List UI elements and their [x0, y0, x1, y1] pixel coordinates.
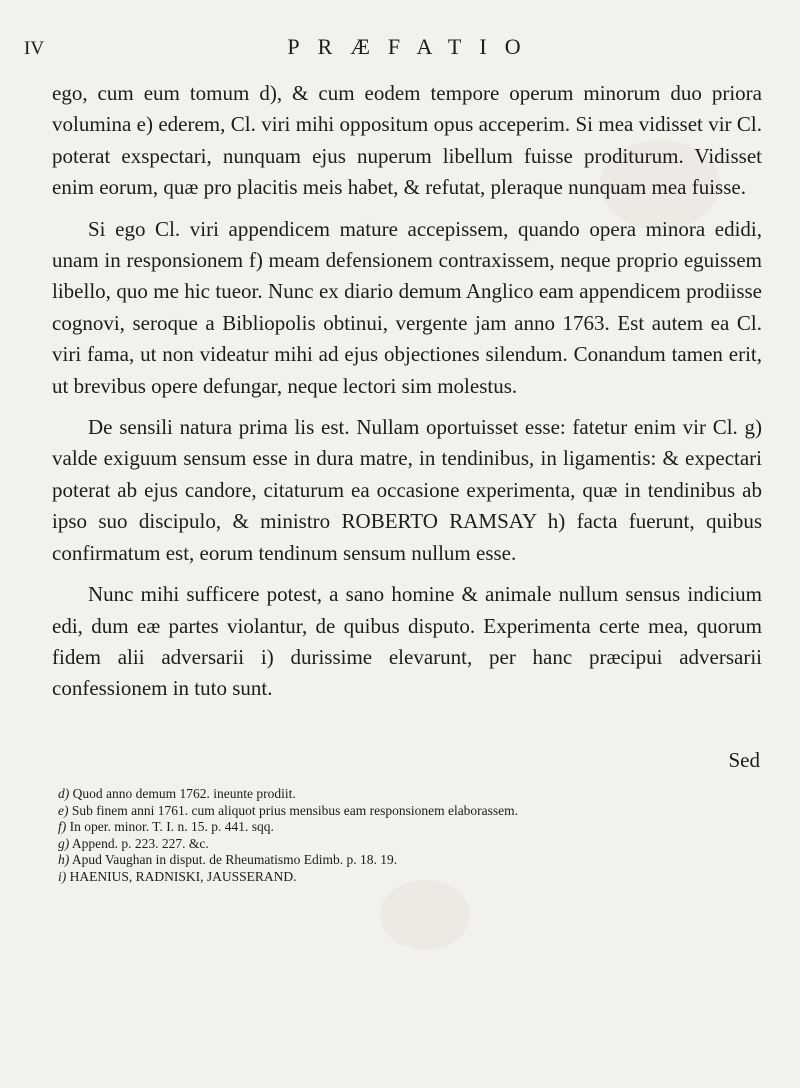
footnote-text: Sub finem anni 1761. cum aliquot prius mensibus eam responsionem elaborassem. [71, 802, 519, 818]
paragraph-3: De sensili natura prima lis est. Nullam oportuisset esse: fatetur enim vir Cl. g) valde exiguum sensum esse in dura matre, in tendinibus, in ligamentis: & expectari poterat ab ejus candore, citaturum ea occasione experimenta, quæ in tendinibus ab ipso suo discipulo, & ministro ROBERTO RAMSAY h) facta fuerunt, quibus confirmatum est, eorum tendinum sensum nullum esse. [52, 415, 762, 565]
footnotes [58, 786, 758, 886]
paragraph-2: Si ego Cl. viri appendicem mature accepissem, quando opera minora edidi, unam in responsionem f) meam defensionem contraxissem, neque proprio eguissem libello, quo me hic tueor. Nunc ex diario demum Anglico eam appendicem prodiisse cognovi, seroque a Bibliopolis obtinui, vergente jam anno 1763. Est autem ea Cl. viri fama, ut non videatur mihi ad ejus objectiones silendum. Conandum tamen erit, ut brevibus opere defungar, neque lectori sim molestus. [52, 216, 762, 398]
footnote [58, 836, 758, 853]
footnote-text: Apud Vaughan in disput. de Rheumatismo Edimb. p. 18. 19. [71, 852, 398, 868]
footnote [58, 852, 758, 869]
footnote-mark: f) [58, 819, 67, 835]
footnote-mark: g) [58, 835, 70, 851]
footnote-mark: e) [58, 802, 69, 818]
main-text [52, 78, 762, 715]
page-header [0, 34, 800, 70]
footnote-text: Append. p. 223. 227. &c. [71, 835, 209, 851]
page-number: IV [24, 38, 45, 59]
footnote-mark: d) [58, 786, 70, 801]
footnote-text: Quod anno demum 1762. ineunte prodiit. [72, 786, 296, 801]
footnote-mark: h) [58, 852, 70, 868]
footnote [58, 869, 758, 886]
paragraph-1: ego, cum eum tomum d), & cum eodem tempore operum minorum duo priora volumina e) ederem, Cl. viri mihi oppositum opus acceperim. Si mea vidisset vir Cl. poterat exspectari, nunquam ejus nuperum libellum fuisse proditurum. Vidisset enim eorum, quæ pro placitis meis habet, & refutat, pleraque nunquam mea fuisse. [52, 81, 762, 200]
footnote [58, 819, 758, 836]
footnote-mark: i) [58, 868, 67, 884]
footnote-text: HAENIUS, RADNISKI, JAUSSERAND. [69, 868, 297, 884]
footnote [58, 786, 758, 803]
paper-stain [380, 880, 470, 950]
footnote [58, 803, 758, 820]
paragraph-4: Nunc mihi sufficere potest, a sano homine & animale nullum sensus indicium edi, dum eæ partes violantur, de quibus disputo. Experimenta certe mea, quorum fidem alii adversarii i) durissime elevarunt, per hanc præcipui adversarii confessionem in tuto sunt. [52, 582, 762, 701]
footnote-text: In oper. minor. T. I. n. 15. p. 441. sqq. [69, 819, 274, 835]
catchword: Sed [728, 748, 760, 772]
running-title: PRÆFATIO [287, 34, 539, 59]
